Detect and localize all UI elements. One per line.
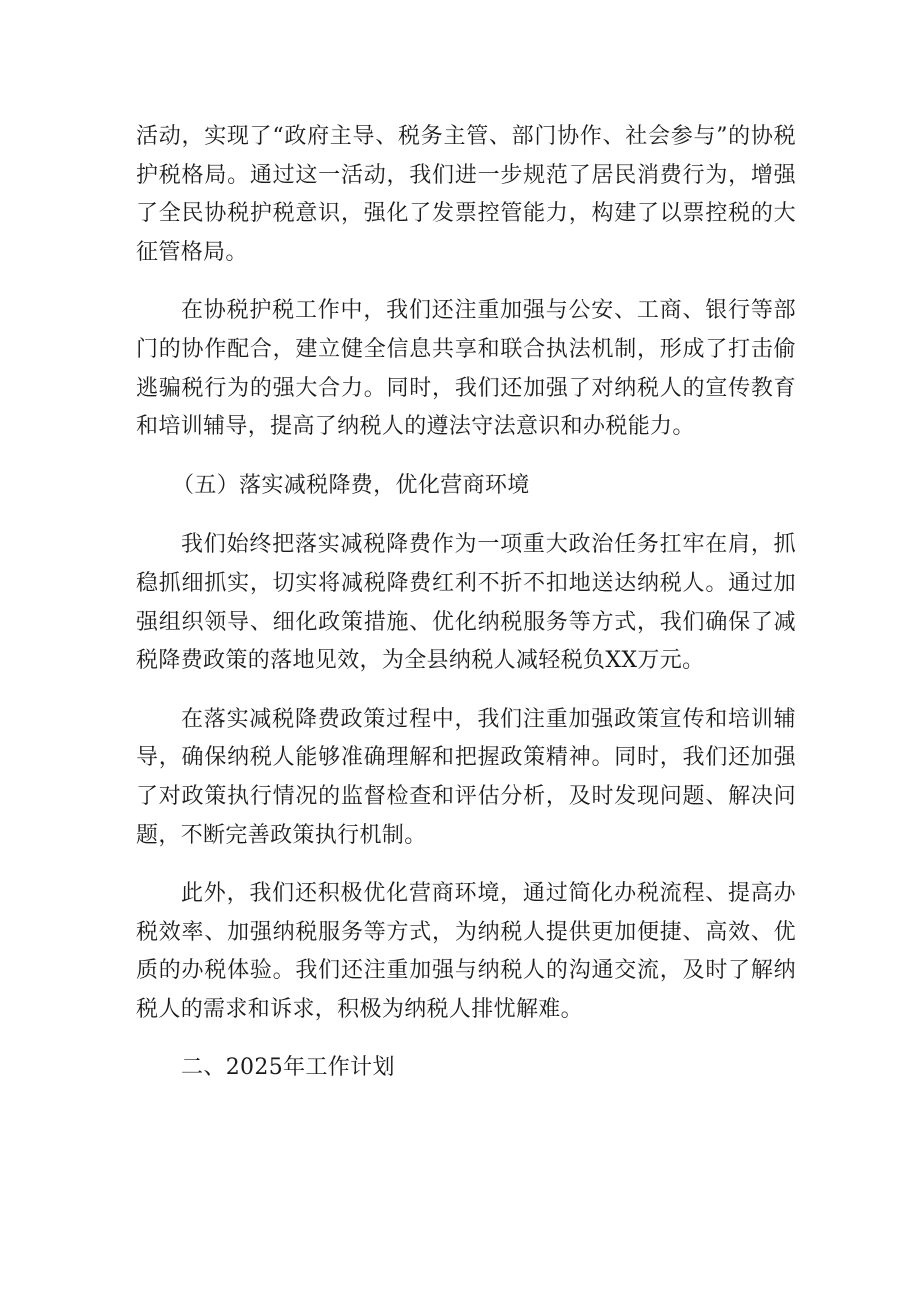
paragraph-tax-reduction: 我们始终把落实减税降费作为一项重大政治任务扛牢在肩，抓稳抓细抓实，切实将减税降费红利不折不扣地送达纳税人。通过加强组织领导、细化政策措施、优化纳税服务等方式，我们确保了减税降费政策的落地见效，为全县纳税人减轻税负XX万元。 xyxy=(136,532,796,674)
section-heading-tax-reduction: （五）落实减税降费，优化营商环境 xyxy=(172,472,530,498)
paragraph-policy-implementation: 在落实减税降费政策过程中，我们注重加强政策宣传和培训辅导，确保纳税人能够准确理解和把握政策精神。同时，我们还加强了对政策执行情况的监督检查和评估分析，及时发现问题、解决问题，不断完善政策执行机制。 xyxy=(136,706,796,848)
paragraph-tax-cooperation: 在协税护税工作中，我们还注重加强与公安、工商、银行等部门的协作配合，建立健全信息共享和联合执法机制，形成了打击偷逃骗税行为的强大合力。同时，我们还加强了对纳税人的宣传教育和培训辅导，提高了纳税人的遵法守法意识和办税能力。 xyxy=(136,298,796,440)
section-heading-work-plan: 二、2025年工作计划 xyxy=(181,1055,395,1081)
paragraph-business-environment: 此外，我们还积极优化营商环境，通过简化办税流程、提高办税效率、加强纳税服务等方式，为纳税人提供更加便捷、高效、优质的办税体验。我们还注重加强与纳税人的沟通交流，及时了解纳税人的需求和诉求，积极为纳税人排忧解难。 xyxy=(136,881,796,1022)
document-body xyxy=(136,118,796,1088)
paragraph-continuation: 活动，实现了“政府主导、税务主管、部门协作、社会参与”的协税护税格局。通过这一活动，我们进一步规范了居民消费行为，增强了全民协税护税意识，强化了发票控管能力，构建了以票控税的大征管格局。 xyxy=(136,124,796,265)
